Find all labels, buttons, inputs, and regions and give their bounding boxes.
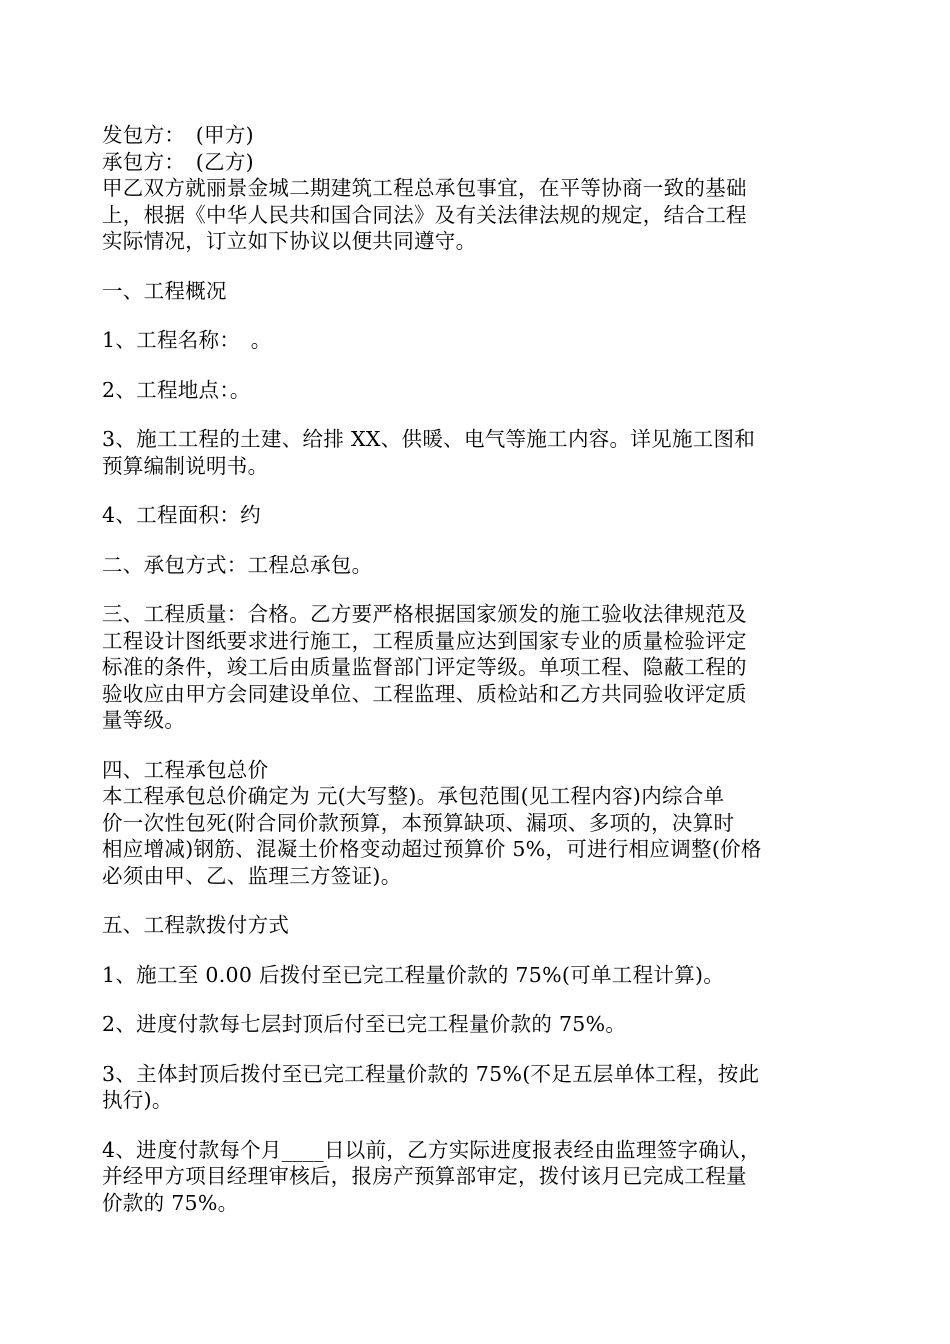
contractor-line: 承包方： (乙方) — [102, 149, 254, 174]
project-area-item: 4、工程面积：约 — [102, 503, 261, 527]
payment-line: 4、进度付款每个月____日以前，乙方实际进度报表经由监理签字确认， — [102, 1137, 761, 1162]
quality-line: 验收应由甲方会同建设单位、工程监理、质检站和乙方共同验收评定质 — [102, 681, 747, 706]
payment-item-2: 2、进度付款每七层封顶后付至已完工程量价款的 75%。 — [102, 1012, 627, 1036]
price-line: 必须由甲、乙、监理三方签证)。 — [102, 863, 402, 888]
intro-line: 实际情况，订立如下协议以便共同遵守。 — [102, 229, 477, 253]
section-heading-payment: 五、工程款拨付方式 — [102, 913, 290, 937]
section-heading-total-price: 四、工程承包总价 — [102, 757, 269, 782]
intro-paragraph — [102, 175, 862, 255]
total-price-paragraph — [102, 783, 862, 889]
scope-line: 预算编制说明书。 — [102, 453, 269, 478]
quality-line: 三、工程质量：合格。乙方要严格根据国家颁发的施工验收法律规范及 — [102, 602, 747, 626]
contract-document — [102, 122, 862, 1216]
intro-line: 上，根据《中华人民共和国合同法》及有关法律法规的规定，结合工程 — [102, 202, 747, 227]
construction-scope-item — [102, 426, 862, 479]
quality-line: 量等级。 — [102, 708, 186, 732]
payment-item-3 — [102, 1061, 862, 1114]
price-line: 本工程承包总价确定为 元(大写整)。承包范围(见工程内容)内综合单 — [102, 784, 725, 808]
intro-line: 甲乙双方就丽景金城二期建筑工程总承包事宜，在平等协商一致的基础 — [102, 176, 747, 200]
price-line: 价一次性包死(附合同价款预算，本预算缺项、漏项、多项的，决算时 — [102, 810, 735, 835]
project-name-item: 1、工程名称： 。 — [102, 328, 272, 352]
section-heading-overview: 一、工程概况 — [102, 278, 227, 303]
project-location-item: 2、工程地点：。 — [102, 377, 251, 402]
payment-item-1: 1、施工至 0.00 后拨付至已完工程量价款的 75%(可单工程计算)。 — [102, 962, 725, 987]
payment-item-4 — [102, 1137, 862, 1217]
payment-line: 并经甲方项目经理审核后，报房产预算部审定，拨付该月已完成工程量 — [102, 1164, 747, 1188]
payment-line: 3、主体封顶后拨付至已完工程量价款的 75%(不足五层单体工程，按此 — [102, 1061, 760, 1086]
payment-line: 执行)。 — [102, 1088, 173, 1112]
quality-line: 工程设计图纸要求进行施工，工程质量应达到国家专业的质量检验评定 — [102, 628, 747, 653]
quality-line: 标准的条件，竣工后由质量监督部门评定等级。单项工程、隐蔽工程的 — [102, 655, 747, 679]
payment-line: 价款的 75%。 — [102, 1190, 239, 1215]
price-line: 相应增减)钢筋、混凝土价格变动超过预算价 5%，可进行相应调整(价格 — [102, 837, 762, 861]
scope-line: 3、施工工程的土建、给排 XX、供暖、电气等施工内容。详见施工图和 — [102, 427, 756, 451]
employer-line: 发包方： (甲方) — [102, 123, 254, 147]
quality-paragraph — [102, 601, 862, 734]
section-heading-contract-method: 二、承包方式：工程总承包。 — [102, 552, 373, 577]
